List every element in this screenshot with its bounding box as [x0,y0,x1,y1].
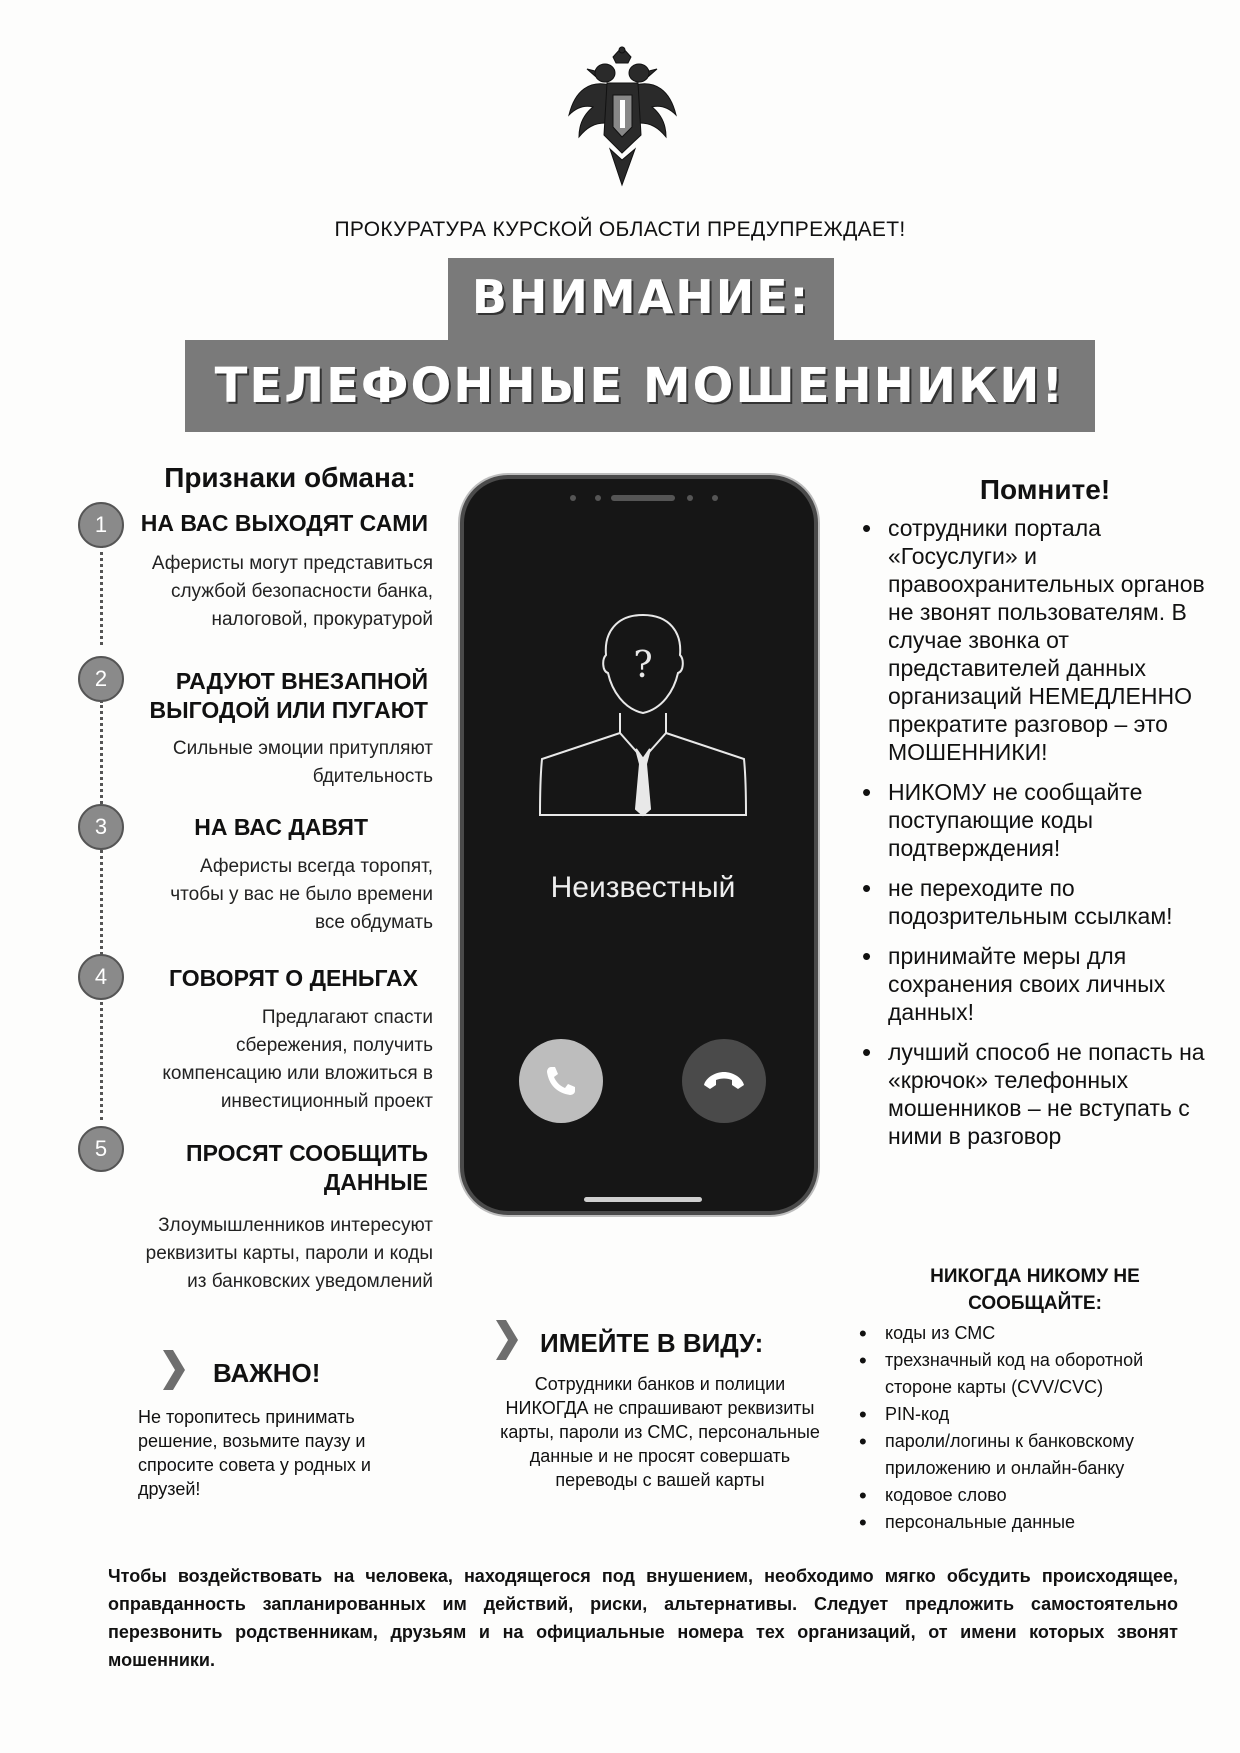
never-tell-item: • коды из СМС [855,1320,1205,1347]
dotted-connector [100,700,103,810]
step-5-desc-line: реквизиты карты, пароли и коды [145,1243,433,1264]
phone-illustration [460,475,818,1215]
step-number-2: 2 [78,656,124,702]
footer-advice: Чтобы воздействовать на человека, находящегося под внушением, необходимо мягко обсудить происходящее, оправданность запланированных им действий, риски, альтернативы. Следует предложить самостоятельно перезвонить родственникам, друзьям и на официальные номера тех организаций, от имени которых звонят мошенники. [108,1566,1178,1670]
keep-in-mind-text: Сотрудники банков и полиции НИКОГДА не спрашивают реквизиты карты, пароли из СМС, персональные данные и не просят совершать переводы с вашей карты [500,1374,820,1490]
step-4-description [108,1004,433,1116]
step-3-desc-line: все обдумать [314,912,433,933]
decline-call-button[interactable] [682,1039,766,1123]
remember-item: • не переходите по подозрительным ссылкам! [858,874,1218,930]
never-tell-heading-line: НИКОГДА НИКОМУ НЕ [930,1266,1140,1287]
chevron-right-icon [163,1350,185,1390]
important-heading: ВАЖНО! [213,1358,321,1388]
step-3-desc-line: чтобы у вас не было времени [170,884,433,905]
remember-item: • сотрудники портала «Госуслуги» и правоохранительных органов не звонят пользователям. В случае звонка от представителей данных организаций НЕМЕДЛЕННО прекратите разговор – это МОШЕННИКИ! [858,514,1218,766]
phone-accept-icon [541,1061,581,1101]
keep-in-mind-heading: ИМЕЙТЕ В ВИДУ: [540,1328,764,1358]
step-4-title-line: ГОВОРЯТ О ДЕНЬГАХ [169,965,418,991]
remember-heading: Помните! [979,474,1111,505]
title-banner-top [448,258,834,340]
step-4-desc-line: компенсацию или вложиться в [162,1063,433,1084]
dotted-connector [100,545,103,645]
never-tell-item: • пароли/логины к банковскому приложению и онлайн-банку [855,1428,1205,1482]
accept-call-button[interactable] [519,1039,603,1123]
home-indicator [584,1197,702,1202]
never-tell-heading-line: СООБЩАЙТЕ: [968,1293,1102,1314]
important-text: Не торопитесь принимать решение, возьмите паузу и спросите совета у родных и друзей! [138,1407,371,1499]
remember-item: • принимайте меры для сохранения своих личных данных! [858,942,1218,1026]
step-number-1: 1 [78,502,124,548]
step-1-description [108,550,433,634]
step-3-title [118,813,368,842]
step-2-desc-line: бдительность [312,766,433,787]
sensor-dot [687,495,693,501]
step-number-4: 4 [78,954,124,1000]
remember-list [858,514,1218,1162]
never-tell-item: • персональные данные [855,1509,1205,1536]
step-1-desc-line: налоговой, прокуратурой [211,609,433,630]
sensor-dot [712,495,718,501]
title-banner-bottom [185,340,1095,432]
step-3-desc-line: Аферисты всегда торопят, [199,856,433,877]
step-5-description [108,1212,433,1296]
step-1-title [118,509,428,538]
step-number-5: 5 [78,1126,124,1172]
remember-item: • лучший способ не попасть на «крючок» телефонных мошенников – не вступать с ними в разговор [858,1038,1218,1150]
step-4-desc-line: сбережения, получить [235,1035,433,1056]
title-line-1: ВНИМАНИЕ: [471,270,811,324]
title-line-2: ТЕЛЕФОННЫЕ МОШЕННИКИ! [214,358,1066,414]
step-2-desc-line: Сильные эмоции притупляют [172,738,433,759]
signs-heading: Признаки обмана: [164,462,416,493]
step-5-title-line: ДАННЫЕ [323,1169,428,1195]
chevron-right-icon [496,1320,518,1360]
step-2-description [108,735,433,791]
sensor-dot [570,495,576,501]
step-1-desc-line: Аферисты могут представиться [151,553,433,574]
never-tell-item: • трехзначный код на оборотной стороне карты (CVV/CVC) [855,1347,1205,1401]
step-number-3: 3 [78,804,124,850]
never-tell-item: • кодовое слово [855,1482,1205,1509]
unknown-caller-silhouette-icon [536,609,750,819]
never-tell-list [855,1320,1205,1536]
step-5-desc-line: из банковских уведомлений [187,1271,433,1292]
remember-item: • НИКОМУ не сообщайте поступающие коды подтверждения! [858,778,1218,862]
step-3-description [108,853,433,937]
step-2-title-line: ВЫГОДОЙ ИЛИ ПУГАЮТ [149,697,428,723]
step-4-title [118,964,418,993]
step-5-title-line: ПРОСЯТ СООБЩИТЬ [186,1140,428,1166]
step-3-title-line: НА ВАС ДАВЯТ [194,814,368,840]
dotted-connector [100,845,103,955]
step-5-title [118,1139,428,1197]
organization-warning: ПРОКУРАТУРА КУРСКОЙ ОБЛАСТИ ПРЕДУПРЕЖДАЕТ! [334,218,906,241]
never-tell-item: • PIN-код [855,1401,1205,1428]
phone-decline-icon [700,1067,748,1095]
never-tell-heading [880,1263,1190,1317]
step-1-desc-line: службой безопасности банка, [170,581,433,602]
caller-name: Неизвестный [550,871,736,904]
question-mark: ? [633,645,653,686]
step-2-title-line: РАДУЮТ ВНЕЗАПНОЙ [175,668,428,694]
step-2-title [118,667,428,725]
sensor-dot [595,495,601,501]
dotted-connector [100,995,103,1120]
phone-speaker [611,495,675,501]
double-headed-eagle-emblem [565,45,680,190]
step-4-desc-line: инвестиционный проект [220,1091,433,1112]
step-1-title-line: НА ВАС ВЫХОДЯТ САМИ [140,510,428,536]
step-4-desc-line: Предлагают спасти [261,1007,433,1028]
step-5-desc-line: Злоумышленников интересуют [158,1215,433,1236]
